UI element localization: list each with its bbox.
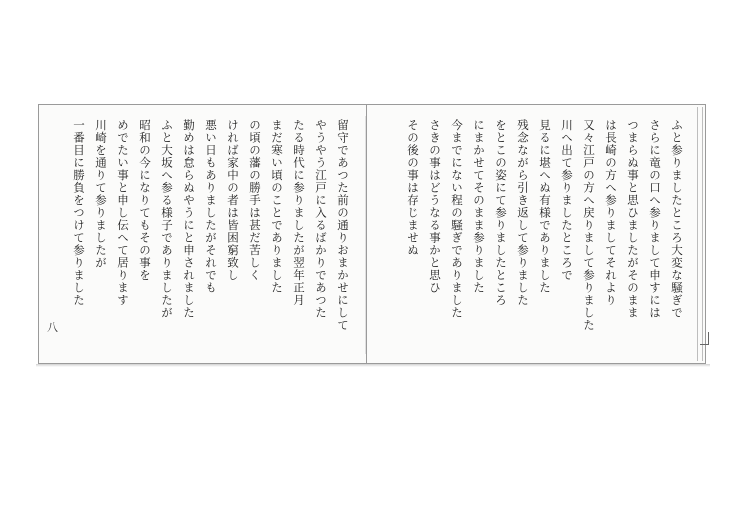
- text-column: ふと大坂へ参る様子でありましたが: [160, 119, 174, 319]
- text-column: つまらぬ事と思ひましたがそのまま: [626, 119, 640, 319]
- scan-shadow: [36, 364, 710, 367]
- text-column: ふと参りましたところ大変な騒ぎで: [670, 119, 684, 319]
- left-page-text: [59, 119, 351, 355]
- text-column: まだ寒い頃のことでありました: [270, 119, 284, 294]
- text-column: をとこの姿にて参りましたところ: [494, 119, 508, 307]
- text-column: 勤めは怠らぬやうにと申されました: [182, 119, 196, 319]
- text-column: 残念ながら引き返して参りました: [516, 119, 530, 307]
- text-column: さきの事はどうなる事かと思ひ: [428, 119, 442, 294]
- text-column: めでたい事と申し伝へて居ります: [116, 119, 130, 307]
- text-column: 留守であつた前の通りおまかせにして: [336, 119, 350, 332]
- right-page: [366, 104, 706, 364]
- text-column: 又々江戸の方へ戻りまして参りました: [582, 119, 596, 332]
- text-column: 一番目に勝負をつけて参りました: [72, 119, 86, 307]
- text-column: 川崎を通りて参りましたが: [94, 119, 108, 269]
- text-column: さらに竜の口へ参りまして申すには: [648, 119, 662, 319]
- text-column: ければ家中の者は皆困窮致し: [226, 119, 240, 282]
- text-column: 見るに堪へぬ有様でありました: [538, 119, 552, 294]
- text-column: その後の事は存じませぬ: [406, 119, 420, 257]
- page-edge: [697, 107, 703, 361]
- right-page-text: [379, 119, 685, 355]
- text-column: やうやう江戸に入るばかりであつた: [314, 119, 328, 319]
- corner-mark: [700, 332, 709, 345]
- page-number: 八: [47, 321, 58, 334]
- text-column: は長崎の方へ参りましてそれより: [604, 119, 618, 307]
- left-page: [38, 104, 367, 364]
- open-book: [36, 104, 710, 366]
- text-column: 今までにない程の騒ぎでありました: [450, 119, 464, 319]
- text-column: 昭和の今になりてもその事を: [138, 119, 152, 282]
- text-column: にまかせてそのまま参りました: [472, 119, 486, 294]
- text-column: の頃の藩の勝手は甚だ苦しく: [248, 119, 262, 282]
- text-column: 川へ出て参りましたところで: [560, 119, 574, 282]
- text-column: たる時代に参りましたが翌年正月: [292, 119, 306, 307]
- text-column: 悪い日もありましたがそれでも: [204, 119, 218, 294]
